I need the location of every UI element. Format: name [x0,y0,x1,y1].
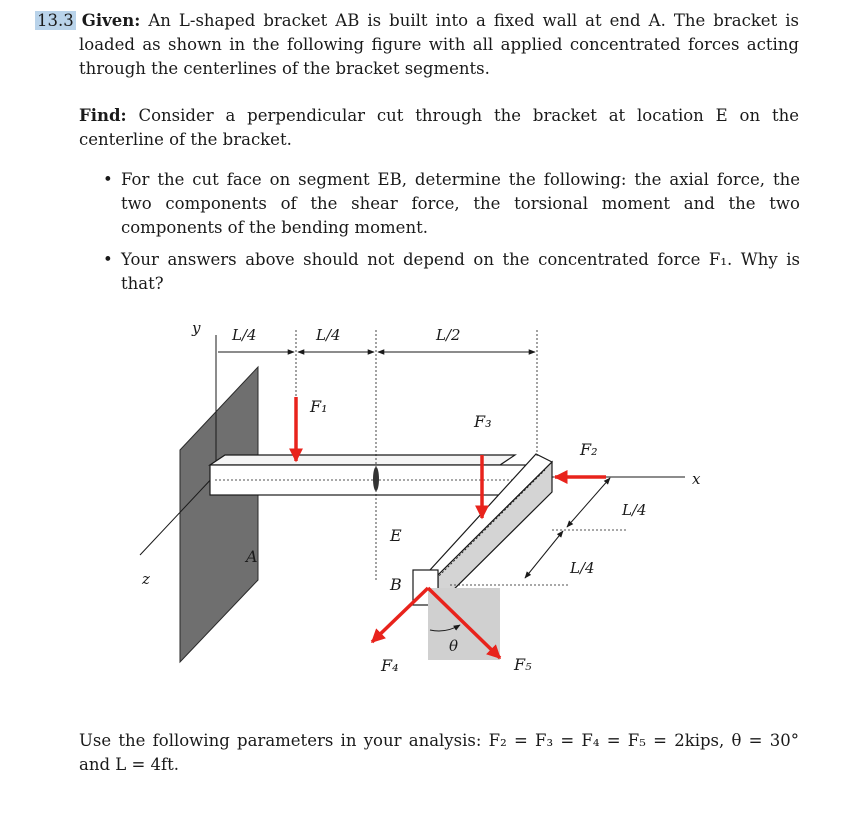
bracket-figure [130,310,730,700]
axis-label-z: z [142,570,150,588]
bullet-icon: • [103,170,113,189]
question-text-2: Your answers above should not depend on the concentrated force F₁. Why is that? [121,250,800,293]
dim-label-top-2: L/4 [316,326,341,344]
point-label-a: A [246,547,258,566]
dim-line-side-1 [567,478,610,527]
parameters-text: Use the following parameters in your analysis: F₂ = F₃ = F₄ = F₅ = 2kips, θ = 30° and L = 4ft. [79,731,799,774]
angle-label: θ [449,637,459,655]
question-list [100,168,800,304]
axis-label-y: y [192,319,201,337]
force-label-f5: F₅ [514,655,532,674]
given-paragraph [37,9,799,81]
force-label-f4: F₄ [381,656,399,675]
dim-label-top-1: L/4 [232,326,257,344]
find-text: Consider a perpendicular cut through the bracket at location E on the centerline of the bracket. [79,106,799,149]
point-label-e: E [390,526,402,545]
bullet-icon: • [103,250,113,269]
parameters-paragraph [79,729,799,777]
fixed-wall [180,367,258,662]
bracket-arm-top [210,455,515,465]
force-label-f3: F₃ [474,412,492,431]
dim-label-side-1: L/4 [622,501,647,519]
given-label: Given: [81,11,141,30]
question-text-1: For the cut face on segment EB, determine the following: the axial force, the two components of the shear force, the torsional moment and the two components of the bending moment. [121,170,800,237]
cut-point-e [373,467,379,491]
question-item [100,168,800,240]
find-label: Find: [79,106,127,125]
axis-label-x: x [692,470,701,488]
problem-number: 13.3 [37,11,74,30]
find-paragraph [79,104,799,152]
question-item [100,248,800,296]
force-f4-arrow [372,588,428,642]
dim-line-side-2 [525,531,563,578]
force-label-f2: F₂ [580,440,598,459]
dim-label-top-3: L/2 [436,326,461,344]
dim-label-side-2: L/4 [570,559,595,577]
point-label-b: B [390,575,402,594]
force-label-f1: F₁ [310,397,328,416]
given-text: An L-shaped bracket AB is built into a fixed wall at end A. The bracket is loaded as shown in the following figure with all applied concentrated forces acting through the centerlines of the bracket segments. [79,11,799,78]
